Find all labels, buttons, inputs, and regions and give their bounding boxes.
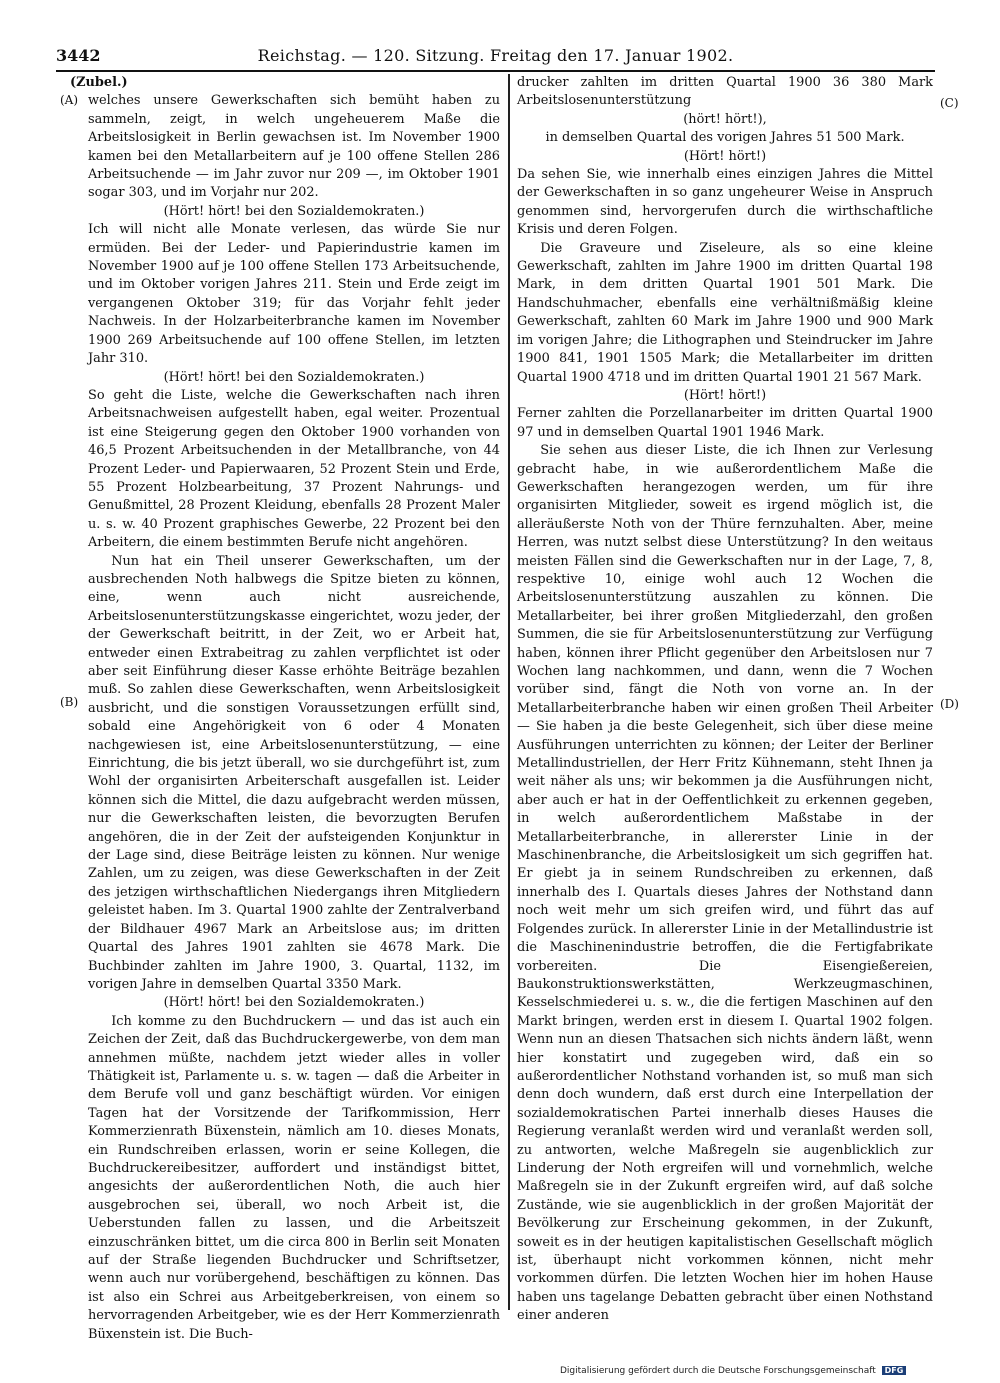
- interjection: (Hört! hört! bei den Sozialdemokraten.): [163, 203, 425, 219]
- margin-mark-c: (C): [940, 96, 959, 110]
- interjection: (Hört! hört! bei den Sozialdemokraten.): [163, 369, 425, 385]
- paragraph: Da sehen Sie, wie innerhalb eines einzigen Jahres die Mittel der Gewerkschaften in so ganz ungeheurer Weise in Anspruch genommen sind, hervorgerufen durch die wirthschaftliche Krisis und deren Folgen.: [517, 167, 933, 238]
- page-number: 3442: [56, 46, 101, 65]
- paragraph: Nun hat ein Theil unserer Gewerkschaften, um der ausbrechenden Noth halbwegs die Spitze bieten zu können, eine, wenn auch nicht ausreichende, Arbeitslosenunterstützungskasse eingerichtet, wozu jeder, der der Gewerkschaft beitritt, in der Zeit, wo er Arbeit hat, entweder einen Extrabeitrag zu zahlen verpflichtet ist oder aber seit Einführung dieser Kasse erhöhte Beiträge bezahlen muß. So zahlen diese Gewerkschaften, wenn Arbeitslosigkeit ausbricht, und die sonstigen Voraussetzungen erfüllt sind, sobald eine Angehörigkeit von 6 oder 4 Monaten nachgewiesen ist, eine Arbeitslosenunterstützung, — eine Einrichtung, die bis jetzt überall, wo sie durchgeführt ist, zum Wohl der organisirten Arbeiterschaft ausgefallen ist. Leider können sich die Mittel, die dazu aufgebracht werden müssen, nur die Gewerkschaften leisten, die bevorzugten Berufen angehören, die in der Zeit der aufsteigenden Konjunktur in der Lage sind, diese Beiträge leisten zu können. Nur wenige Zahlen, um zu zeigen, was diese Gewerkschaften in der Zeit des jetzigen wirthschaftlichen Niedergangs ihren Mitgliedern geleistet haben. Im 3. Quartal 1900 zahlte der Zentralverband der Bildhauer 4967 Mark an Arbeitslose aus; im dritten Quartal des Jahres 1901 zahlten sie 4678 Mark. Die Buchbinder zahlten im Jahre 1900, 3. Quartal, 1132, im vorigen Jahre in demselben Quartal 3350 Mark.: [88, 553, 500, 992]
- paragraph: drucker zahlten im dritten Quartal 1900 36 380 Mark Arbeitslosenunterstützung: [517, 75, 933, 109]
- paragraph: So geht die Liste, welche die Gewerkschaften nach ihren Arbeitsnachweisen aufgestellt haben, egal weiter. Prozentual ist eine Steigerung gegen den Oktober 1900 vorhanden von 46,5 Prozent Arbeitsuchenden in der Metallbranche, von 44 Prozent Leder- und Papierwaaren, 52 Prozent Stein und Erde, 55 Prozent Holzbearbeitung, 37 Prozent Nahrungs- und Genußmittel, 28 Prozent Kleidung, ebenfalls 28 Prozent Maler u. s. w. 40 Prozent graphisches Gewerbe, 22 Prozent bei den Arbeitern, die einem bestimmten Berufe nicht angehören.: [88, 387, 500, 551]
- margin-mark-a: (A): [60, 93, 79, 107]
- paragraph: in demselben Quartal des vorigen Jahres 51 500 Mark.: [545, 130, 905, 146]
- interjection: (Hört! hört! bei den Sozialdemokraten.): [163, 995, 425, 1011]
- paragraph: Ich will nicht alle Monate verlesen, das würde Sie nur ermüden. Bei der Leder- und Papierindustrie kamen im November 1900 auf je 100 offene Stellen 173 Arbeitsuchende, und im Oktober vorigen Jahres 211. Stein und Erde zeigt im vergangenen Oktober 319; für das Vorjahr fehlt jeder Nachweis. In der Holzarbeiterbranche kamen im November 1900 269 Arbeitsuchende auf 100 offene Stellen, im letzten Jahr 310.: [88, 222, 500, 367]
- paragraph: welches unsere Gewerkschaften sich bemüht haben zu sammeln, zeigt, in welch ungeheuerem Maße die Arbeitslosigkeit in Berlin gewachsen ist. Im November 1900 kamen bei den Metallarbeitern auf je 100 offene Stellen 286 Arbeitsuchende — im Jahr zuvor nur 209 —, im Oktober 1901 sogar 303, und im Vorjahr nur 202.: [88, 93, 500, 201]
- page-header: [56, 46, 935, 70]
- footer-credit: [560, 1366, 906, 1376]
- header-rule: [56, 70, 935, 72]
- speaker-note: (Zubel.): [70, 75, 128, 90]
- paragraph: Ferner zahlten die Porzellanarbeiter im dritten Quartal 1900 97 und in demselben Quartal 1901 1946 Mark.: [517, 406, 933, 440]
- dfg-logo: DFG: [882, 1366, 907, 1375]
- interjection: (Hört! hört!): [683, 387, 767, 403]
- running-title: Reichstag. — 120. Sitzung. Freitag den 17. Januar 1902.: [257, 46, 734, 65]
- interjection: (hört! hört!),: [683, 111, 767, 127]
- right-column: [517, 74, 933, 1326]
- column-rule: [508, 74, 510, 1310]
- paragraph: Ich komme zu den Buchdruckern — und das ist auch ein Zeichen der Zeit, daß das Buchdruckergewerbe, von dem man annehmen müßte, nachdem jetzt wieder alles in voller Thätigkeit ist, Parlamente u. s. w. tagen — daß die Arbeiter in dem Berufe voll und ganz beschäftigt würden. Vor einigen Tagen hat der Vorsitzende der Tarifkommission, Herr Kommerzienrath Büxenstein, nämlich am 10. dieses Monats, ein Rundschreiben erlassen, worin er seine Kollegen, die Buchdruckereibesitzer, auffordert und inständigst bittet, angesichts der außerordentlichen Noth, die auch hier ausgebrochen sei, überall, wo noch Arbeit ist, die Ueberstunden fallen zu lassen, und die Arbeitszeit einzuschränken bittet, um die circa 800 in Berlin seit Monaten auf der Straße liegenden Buchdrucker und Schriftsetzer, wenn auch nur vorübergehend, beschäftigen zu können. Das ist also ein Schrei aus Arbeitgeberkreisen, von einem so hervorragenden Arbeitgeber, wie es der Herr Kommerzienrath Büxenstein ist. Die Buch-: [88, 1013, 500, 1342]
- paragraph: Die Graveure und Ziseleure, als so eine kleine Gewerkschaft, zahlten im Jahre 1900 im dritten Quartal 198 Mark, in dem dritten Quartal 1901 501 Mark. Die Handschuhmacher, ebenfalls eine verhältnißmäßig kleine Gewerkschaft, zahlten 60 Mark im Jahre 1900 und 900 Mark im vorigen Jahre; die Lithographen und Steindrucker im Jahre 1900 841, 1901 1505 Mark; die Metallarbeiter im dritten Quartal 1900 4718 und im dritten Quartal 1901 21 567 Mark.: [517, 240, 933, 385]
- paragraph: Sie sehen aus dieser Liste, die ich Ihnen zur Verlesung gebracht habe, in wie außerordentlichem Maße die Gewerkschaften herangezogen werden, um für ihre organisirten Mitglieder, soweit es irgend möglich ist, die alleräußerste Noth von der Thüre fernzuhalten. Aber, meine Herren, was nutzt selbst diese Unterstützung? In den weitaus meisten Fällen sind die Gewerkschaften nur in der Lage, 7, 8, respektive 10, einige wohl auch 12 Wochen die Arbeitslosenunterstützung auszahlen zu können. Die Metallarbeiter, bei ihrer großen Mitgliederzahl, den großen Summen, die sie für Arbeitslosenunterstützung zur Verfügung haben, können ihrer Pflicht gegenüber den Arbeitslosen nur 7 Wochen lang nachkommen, und dann, wenn die 7 Wochen vorüber sind, fängt die Noth von vorne an. In der Metallarbeiterbranche haben wir einen großen Theil Arbeiter — Sie haben ja die beste Gelegenheit, sich über diese meine Ausführungen unterrichten zu können; der Leiter der Berliner Metallindustriellen, der Herr Fritz Kühnemann, steht Ihnen ja weit näher als uns; wir bekommen ja die Ausführungen nicht, aber auch er hat in der Oeffentlichkeit zu erkennen gegeben, in welch außerordentlichem Maßstabe in der Metallarbeiterbranche, in allererster Linie in der Maschinenbranche, die Arbeitslosigkeit um sich gegriffen hat. Er giebt ja in seinem Rundschreiben zu erkennen, daß innerhalb des I. Quartals dieses Jahres der Nothstand dann noch weit mehr um sich greifen wird, und führt das auf Folgendes zurück. In allererster Linie in der Metallindustrie ist die Maschinenindustrie betroffen, die die Fertigfabrikate vorbereiten. Die Eisengießereien, Baukonstruktionswerkstätten, Werkzeugmaschinen, Kesselschmiederei u. s. w., die die fertigen Maschinen auf den Markt bringen, werden erst in diesem I. Quartal 1902 folgen. Wenn nun an diesen Thatsachen sich nichts ändern läßt, wenn hier konstatirt und zugegeben wird, daß ein so außerordentlicher Nothstand vorhanden ist, so muß man sich denn doch wundern, daß erst durch eine Interpellation der sozialdemokratischen Partei innerhalb dieses Hauses die Regierung veranlaßt werden wird und veranlaßt werden soll, zu antworten, welche Maßregeln sie augenblicklich zur Linderung der Noth ergreifen will und vornehmlich, welche Maßregeln sie in der Zukunft ergreifen wird, auf daß solche Zustände, wie sie augenblicklich in der großen Majorität der Bevölkerung zur Erscheinung gekommen, in der Zukunft, soweit es in der heutigen kapitalistischen Gesellschaft möglich ist, überhaupt nicht vorkommen können, nicht mehr vorkommen dürfen. Die letzten Wochen hier im hohen Hause haben uns tagelange Debatten gebracht über einen Nothstand einer anderen: [517, 443, 933, 1324]
- interjection: (Hört! hört!): [683, 148, 767, 164]
- margin-mark-d: (D): [940, 697, 959, 711]
- left-column: [70, 74, 500, 1344]
- margin-mark-b: (B): [60, 695, 79, 709]
- footer-text: Digitalisierung gefördert durch die Deutsche Forschungsgemeinschaft: [560, 1366, 876, 1376]
